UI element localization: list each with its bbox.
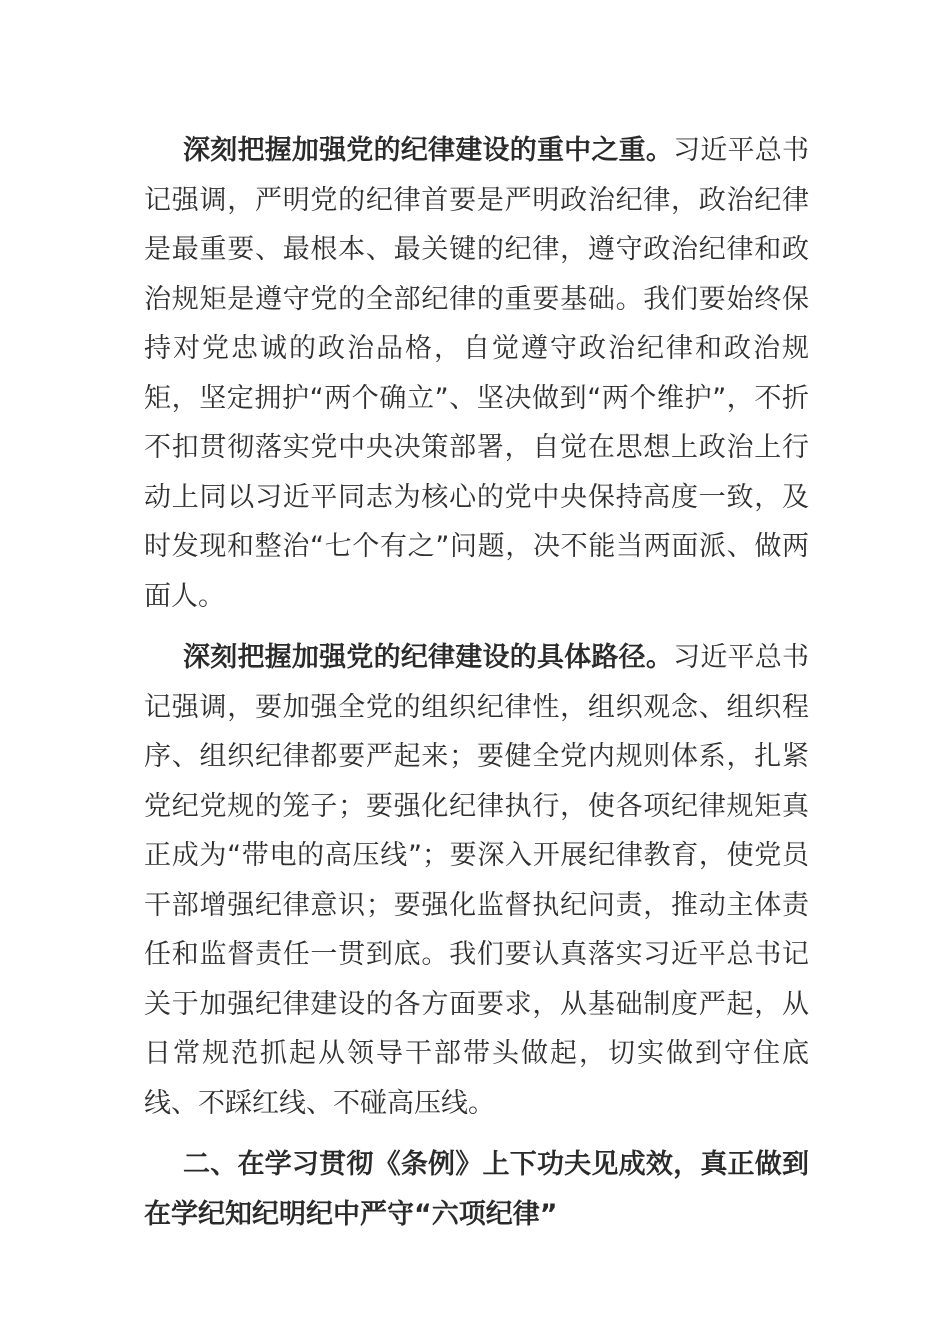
paragraph-text: 习近平总书记强调，严明党的纪律首要是严明政治纪律，政治纪律是最重要、最根本、最关键的纪律，遵守政治纪律和政治规矩是遵守党的全部纪律的重要基础。我们要始终保持对党忠诚的政治品格，自觉遵守政治纪律和政治规矩，坚定拥护“两个确立”、坚决做到“两个维护”，不折不扣贯彻落实党中央决策部署，自觉在思想上政治上行动上同以习近平同志为核心的党中央保持高度一致，及时发现和整治“七个有之”问题，决不能当两面派、做两面人。 bbox=[144, 135, 810, 612]
paragraph-text: 习近平总书记强调，要加强全党的组织纪律性，组织观念、组织程序、组织纪律都要严起来；要健全党内规则体系，扎紧党纪党规的笼子；要强化纪律执行，使各项纪律规矩真正成为“带电的高压线”；要深入开展纪律教育，使党员干部增强纪律意识；要强化监督执纪问责，推动主体责任和监督责任一贯到底。我们要认真落实习近平总书记关于加强纪律建设的各方面要求，从基础制度严起，从日常规范抓起从领导干部带头做起，切实做到守住底线、不踩红线、不碰高压线。 bbox=[144, 642, 810, 1119]
paragraph-specific-path bbox=[144, 633, 809, 1128]
paragraph-political-discipline bbox=[144, 126, 809, 621]
section-heading: 二、在学习贯彻《条例》上下功夫见成效，真正做到在学纪知纪明纪中严守“六项纪律” bbox=[144, 1149, 809, 1230]
paragraph-lead: 深刻把握加强党的纪律建设的重中之重。 bbox=[183, 135, 674, 166]
paragraph-lead: 深刻把握加强党的纪律建设的具体路径。 bbox=[183, 642, 674, 673]
document-body bbox=[144, 126, 809, 1239]
